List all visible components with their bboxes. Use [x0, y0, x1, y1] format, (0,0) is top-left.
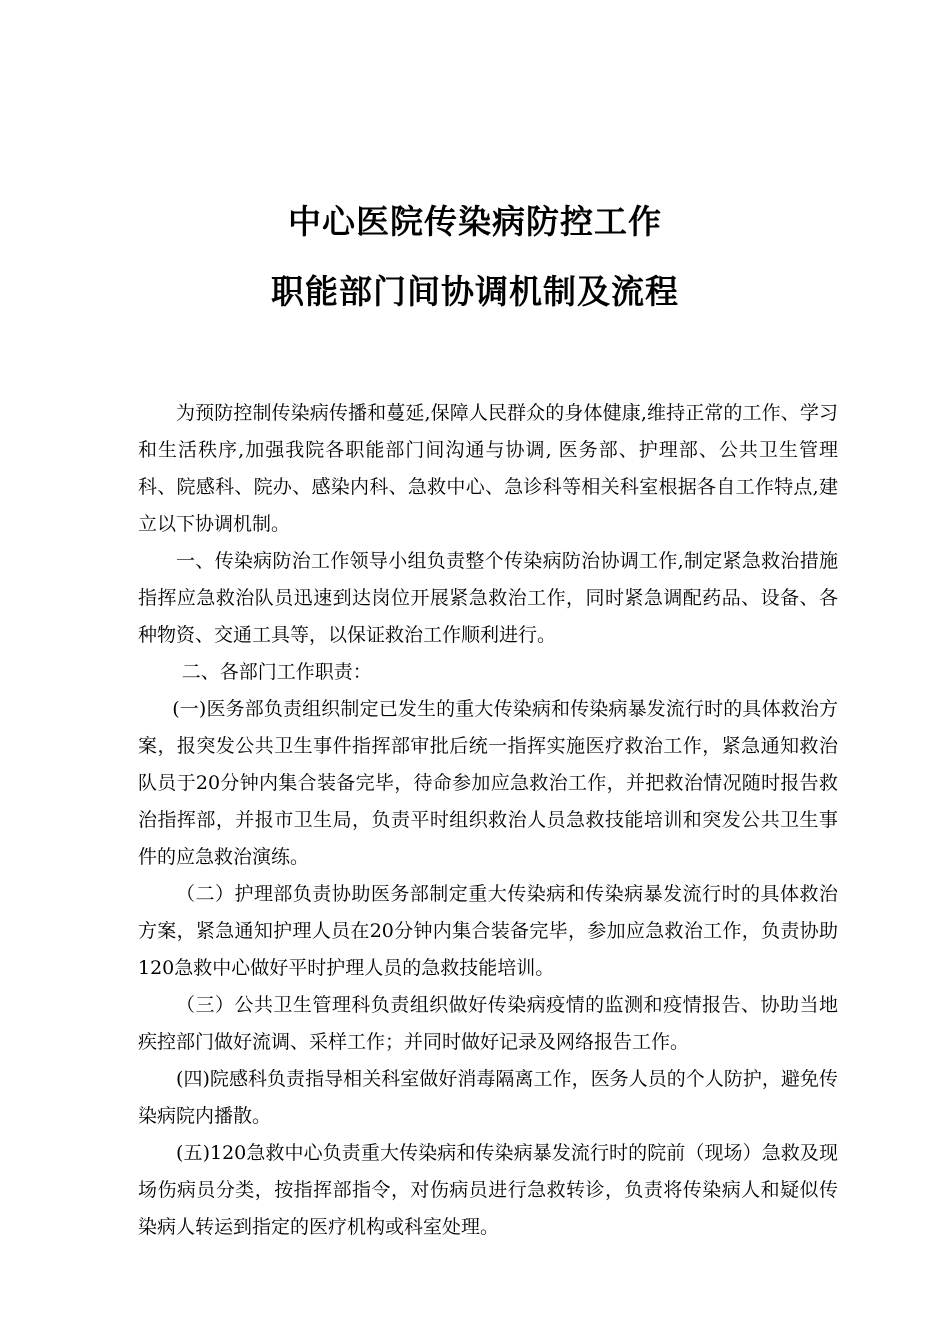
duty-1-paragraph: (一)医务部负责组织制定已发生的重大传染病和传染病暴发流行时的具体救治方案，报突发公共卫生事件指挥部审批后统一指挥实施医疗救治工作，紧急通知救治队员于20分钟内集合装备完毕，待命参加应急救治工作，并把救治情况随时报告救治指挥部，并报市卫生局，负责平时组织救治人员急救技能培训和突发公共卫生事件的应急救治演练。: [138, 698, 838, 868]
section-2-heading: 二、各部门工作职责：: [181, 661, 372, 683]
duty-5-paragraph: (五)120急救中心负责重大传染病和传染病暴发流行时的院前（现场）急救及现场伤病员分类，按指挥部指令，对伤病员进行急救转诊，负责将传染病人和疑似传染病人转运到指定的医疗机构或科室处理。: [138, 1142, 838, 1238]
section-1-paragraph: 一、传染病防治工作领导小组负责整个传染病防治协调工作,制定紧急救治措施指挥应急救治队员迅速到达岗位开展紧急救治工作，同时紧急调配药品、设备、各种物资、交通工具等，以保证救治工作顺利进行。: [138, 550, 838, 646]
document-body: [138, 395, 838, 1246]
duty-4-paragraph: (四)院感科负责指导相关科室做好消毒隔离工作，医务人员的个人防护，避免传染病院内播散。: [138, 1068, 838, 1127]
document-title-line-1: 中心医院传染病防控工作: [288, 202, 662, 241]
duty-3-paragraph: （三）公共卫生管理科负责组织做好传染病疫情的监测和疫情报告、协助当地疾控部门做好流调、采样工作；并同时做好记录及网络报告工作。: [138, 994, 838, 1053]
intro-paragraph: 为预防控制传染病传播和蔓延,保障人民群众的身体健康,维持正常的工作、学习和生活秩序,加强我院各职能部门间沟通与协调, 医务部、护理部、公共卫生管理科、院感科、院办、感染内科、急救中心、急诊科等相关科室根据各自工作特点,建立以下协调机制。: [138, 402, 838, 535]
duty-2-paragraph: （二）护理部负责协助医务部制定重大传染病和传染病暴发流行时的具体救治方案，紧急通知护理人员在20分钟内集合装备完毕，参加应急救治工作，负责协助120急救中心做好平时护理人员的急救技能培训。: [138, 883, 838, 979]
document-title-line-2: 职能部门间协调机制及流程: [271, 272, 679, 311]
